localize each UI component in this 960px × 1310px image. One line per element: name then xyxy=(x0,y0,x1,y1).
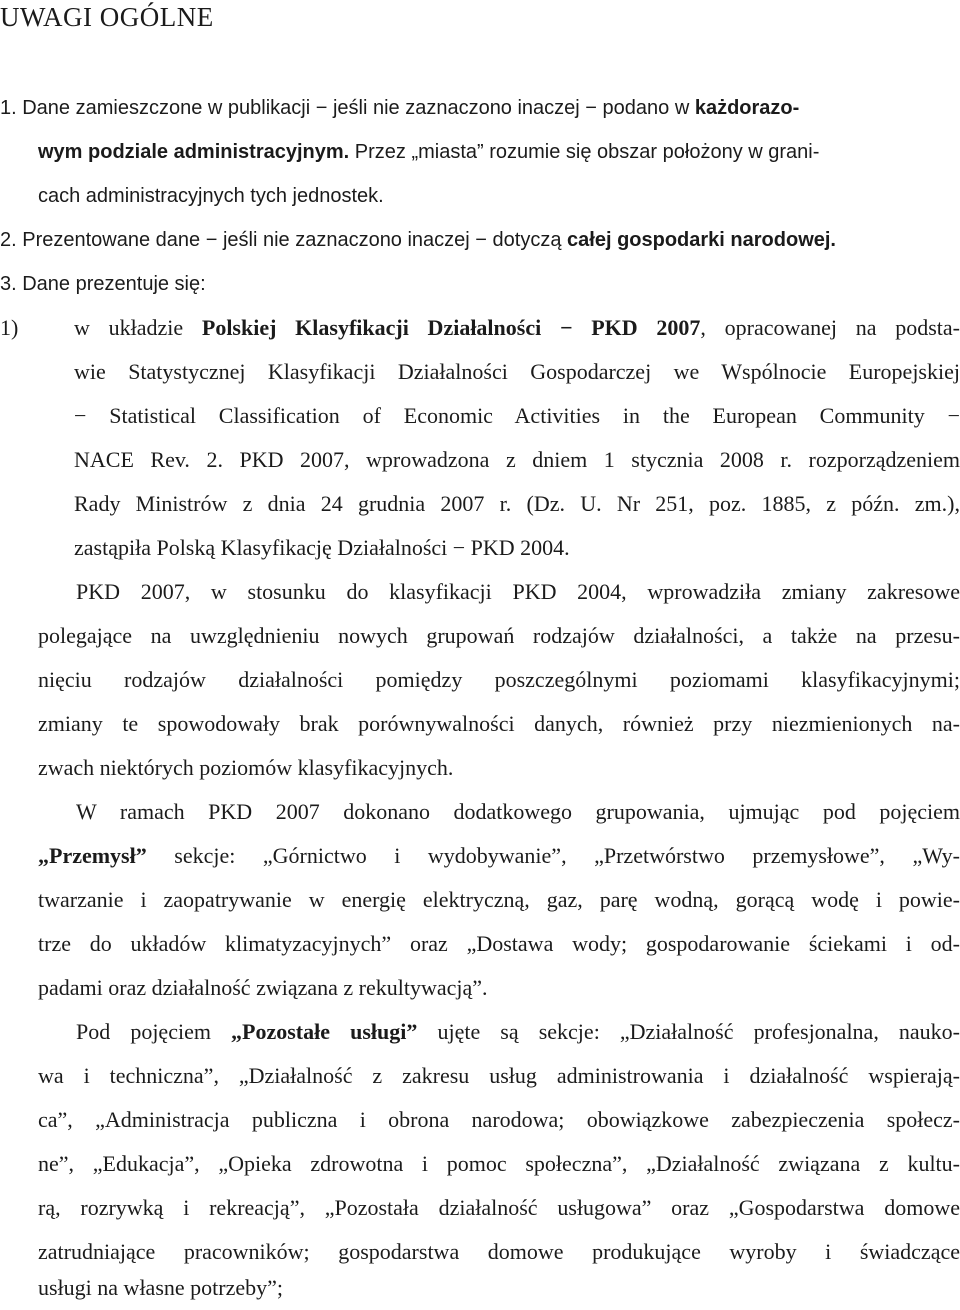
list-item-line-1: w układzie Polskiej Klasyfikacji Działalności − PKD 2007, opracowanej na podsta- xyxy=(74,315,960,340)
paragraph-pkd-line-2: polegające na uwzględnieniu nowych grupowań rodzajów działalności, a także na przesu- xyxy=(38,623,960,648)
paragraph-pkd-line-1: PKD 2007, w stosunku do klasyfikacji PKD 2004, wprowadziła zmiany zakresowe xyxy=(76,579,960,604)
note-1-line-3: cach administracyjnych tych jednostek. xyxy=(38,185,384,207)
paragraph-przemysl-line-4: trze do układów klimatyzacyjnych” oraz „Dostawa wody; gospodarowanie ściekami i od- xyxy=(38,931,960,956)
list-item-line-6: zastąpiła Polską Klasyfikację Działalności − PKD 2004. xyxy=(74,535,570,560)
paragraph-uslugi-line-6: zatrudniające pracowników; gospodarstwa domowe produkujące wyroby i świadczące xyxy=(38,1239,960,1264)
paragraph-uslugi-line-1: Pod pojęciem „Pozostałe usługi” ujęte są sekcje: „Działalność profesjonalna, nauko- xyxy=(76,1019,960,1044)
paragraph-uslugi-line-5: rą, rozrywką i rekreacją”, „Pozostała działalność usługowa” oraz „Gospodarstwa domowe xyxy=(38,1195,960,1220)
paragraph-przemysl-line-1: W ramach PKD 2007 dokonano dodatkowego grupowania, ujmując pod pojęciem xyxy=(76,799,960,824)
list-item-line-3: − Statistical Classification of Economic Activities in the European Community − xyxy=(74,403,960,428)
page-title: UWAGI OGÓLNE xyxy=(0,2,214,32)
paragraph-pkd-line-5: zwach niektórych poziomów klasyfikacyjnych. xyxy=(38,755,454,780)
paragraph-przemysl-line-2: „Przemysł” sekcje: „Górnictwo i wydobywanie”, „Przetwórstwo przemysłowe”, „Wy- xyxy=(38,843,960,868)
note-3-line-1: 3. Dane prezentuje się: xyxy=(0,273,206,295)
paragraph-uslugi-line-7: usługi na własne potrzeby”; xyxy=(38,1275,283,1300)
paragraph-uslugi-line-4: ne”, „Edukacja”, „Opieka zdrowotna i pomoc społeczna”, „Działalność związana z kultu- xyxy=(38,1151,960,1176)
list-item-line-4: NACE Rev. 2. PKD 2007, wprowadzona z dniem 1 stycznia 2008 r. rozporządzeniem xyxy=(74,447,960,472)
note-1-line-2: wym podziale administracyjnym. Przez „miasta” rozumie się obszar położony w grani- xyxy=(38,141,820,163)
list-item-line-2: wie Statystycznej Klasyfikacji Działalności Gospodarczej we Wspólnocie Europejskiej xyxy=(74,359,960,384)
paragraph-uslugi-line-3: ca”, „Administracja publiczna i obrona narodowa; obowiązkowe zabezpieczenia społecz- xyxy=(38,1107,960,1132)
paragraph-pkd-line-3: nięciu rodzajów działalności pomiędzy poszczególnymi poziomami klasyfikacyjnymi; xyxy=(38,667,960,692)
paragraph-pkd-line-4: zmiany te spowodowały brak porównywalności danych, również przy niezmienionych na- xyxy=(38,711,960,736)
paragraph-przemysl-line-3: twarzanie i zaopatrywanie w energię elektryczną, gaz, parę wodną, gorącą wodę i powie- xyxy=(38,887,960,912)
list-item-line-5: Rady Ministrów z dnia 24 grudnia 2007 r. (Dz. U. Nr 251, poz. 1885, z późn. zm.), xyxy=(74,491,960,516)
note-2-line-1: 2. Prezentowane dane − jeśli nie zaznaczono inaczej − dotyczą całej gospodarki narodowej. xyxy=(0,229,836,251)
paragraph-uslugi-line-2: wa i techniczna”, „Działalność z zakresu usług administrowania i działalność wspierają- xyxy=(38,1063,960,1088)
paragraph-przemysl-line-5: padami oraz działalność związana z rekultywacją”. xyxy=(38,975,488,1000)
list-item-number: 1) xyxy=(0,315,19,340)
note-1-line-1: 1. Dane zamieszczone w publikacji − jeśli nie zaznaczono inaczej − podano w każdorazo- xyxy=(0,97,800,119)
